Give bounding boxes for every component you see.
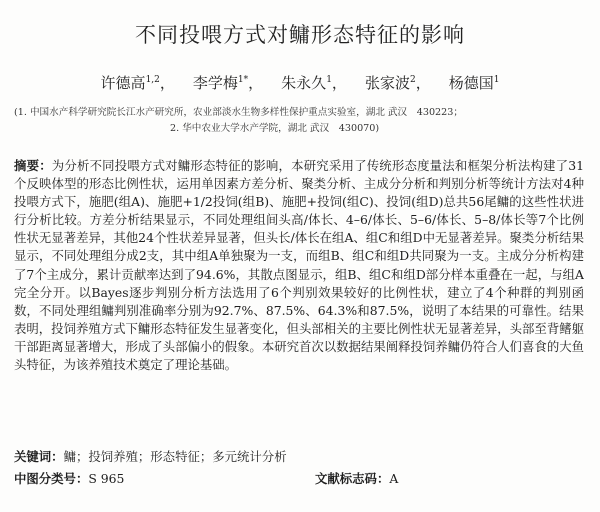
author-affiliation-mark: 1,2 [145,75,160,85]
author: 许德高$^{1,2}$， [100,74,175,92]
abstract-text: 为分析不同投喂方式对鳙形态特征的影响，本研究采用了传统形态度量法和框架分析法构建了31个反映体型的形态比例性状，运用单因素方差分析、聚类分析、主成分分析和判别分析等统计方法对4种投喂方式下，施肥(组A)、施肥+1/2投饲(组B)、施肥+投饲(组C)、投饲(组D)总共56尾鳙的这些性状进行分析比较。方差分析结果显示，不同处理组间头高/体长、4–6/体长、5–6/体长、5–8/体长等7个比例性状无显著差异，其他24个性状差异显著，但头长/体长在组A、组C和组D中无显著差异。聚类分析结果显示，不同处理组分成2支，其中组A单独聚为一支，而组B、组C和组D共同聚为一支。主成分分析构建了7个主成分，累计贡献率达到了94.6%，其散点图显示，组B、组C和组D部分样本重叠在一起，与组A完全分开。以Bayes逐步判别分析方法选用了6个判别效果较好的比例性状，建立了4个种群的判别函数，不同处理组鳙判别准确率分别为92.7%、87.5%、64.3%和87.5%，说明了本结果的可靠性。结果表明，投饲养殖方式下鳙形态特征发生显著变化，但头部相关的主要比例性状无显著差异，头部至背鳍躯干部距离显著增大，形成了头部偏小的假象。本研究首次以数据结果阐释投饲养鳙仍符合人们喜食的大鱼头特征，为该养殖技术奠定了理论基础。 [14,158,584,373]
keywords-text: 鳙；投饲养殖；形态特征；多元统计分析 [63,449,287,464]
author: 朱永久$^1$， [281,74,347,92]
abstract [14,157,584,447]
author-name: 杨德国 [448,74,494,92]
abstract-label: 摘要： [14,158,52,173]
author: 李学梅$^{1*}$， [192,74,264,92]
document-code [315,469,398,487]
keywords [14,447,584,465]
author [449,72,500,93]
author-name: 许德高 [100,74,146,92]
author-affiliation-mark: 1 [326,75,332,85]
author-name: 李学梅 [192,74,238,92]
keywords-label: 关键词： [14,449,64,464]
author-affiliation-mark: 2 [409,75,416,85]
author-affiliation-mark: 1* [237,75,249,85]
author-list [0,72,600,93]
author-affiliation-mark: 1 [493,75,500,85]
paper-title: 不同投喂方式对鳙形态特征的影响 [135,23,465,47]
author-name: 张家波 [364,74,410,92]
affiliation-line: (1. 中国水产科学研究院长江水产研究所，农业部淡水生物多样性保护重点实验室，湖北 武汉 430223； [14,107,463,118]
classification-number [14,469,124,487]
author: 张家波$^2$， [364,74,431,92]
document-code-label: 文献标志码： [315,471,390,486]
classification-label: 中图分类号： [14,471,89,486]
affiliation-line: 2. 华中农业大学水产学院，湖北 武汉 430070) [170,123,380,134]
author-name: 朱永久 [281,74,327,92]
classification-value: S 965 [88,471,125,486]
document-code-value: A [389,471,399,486]
